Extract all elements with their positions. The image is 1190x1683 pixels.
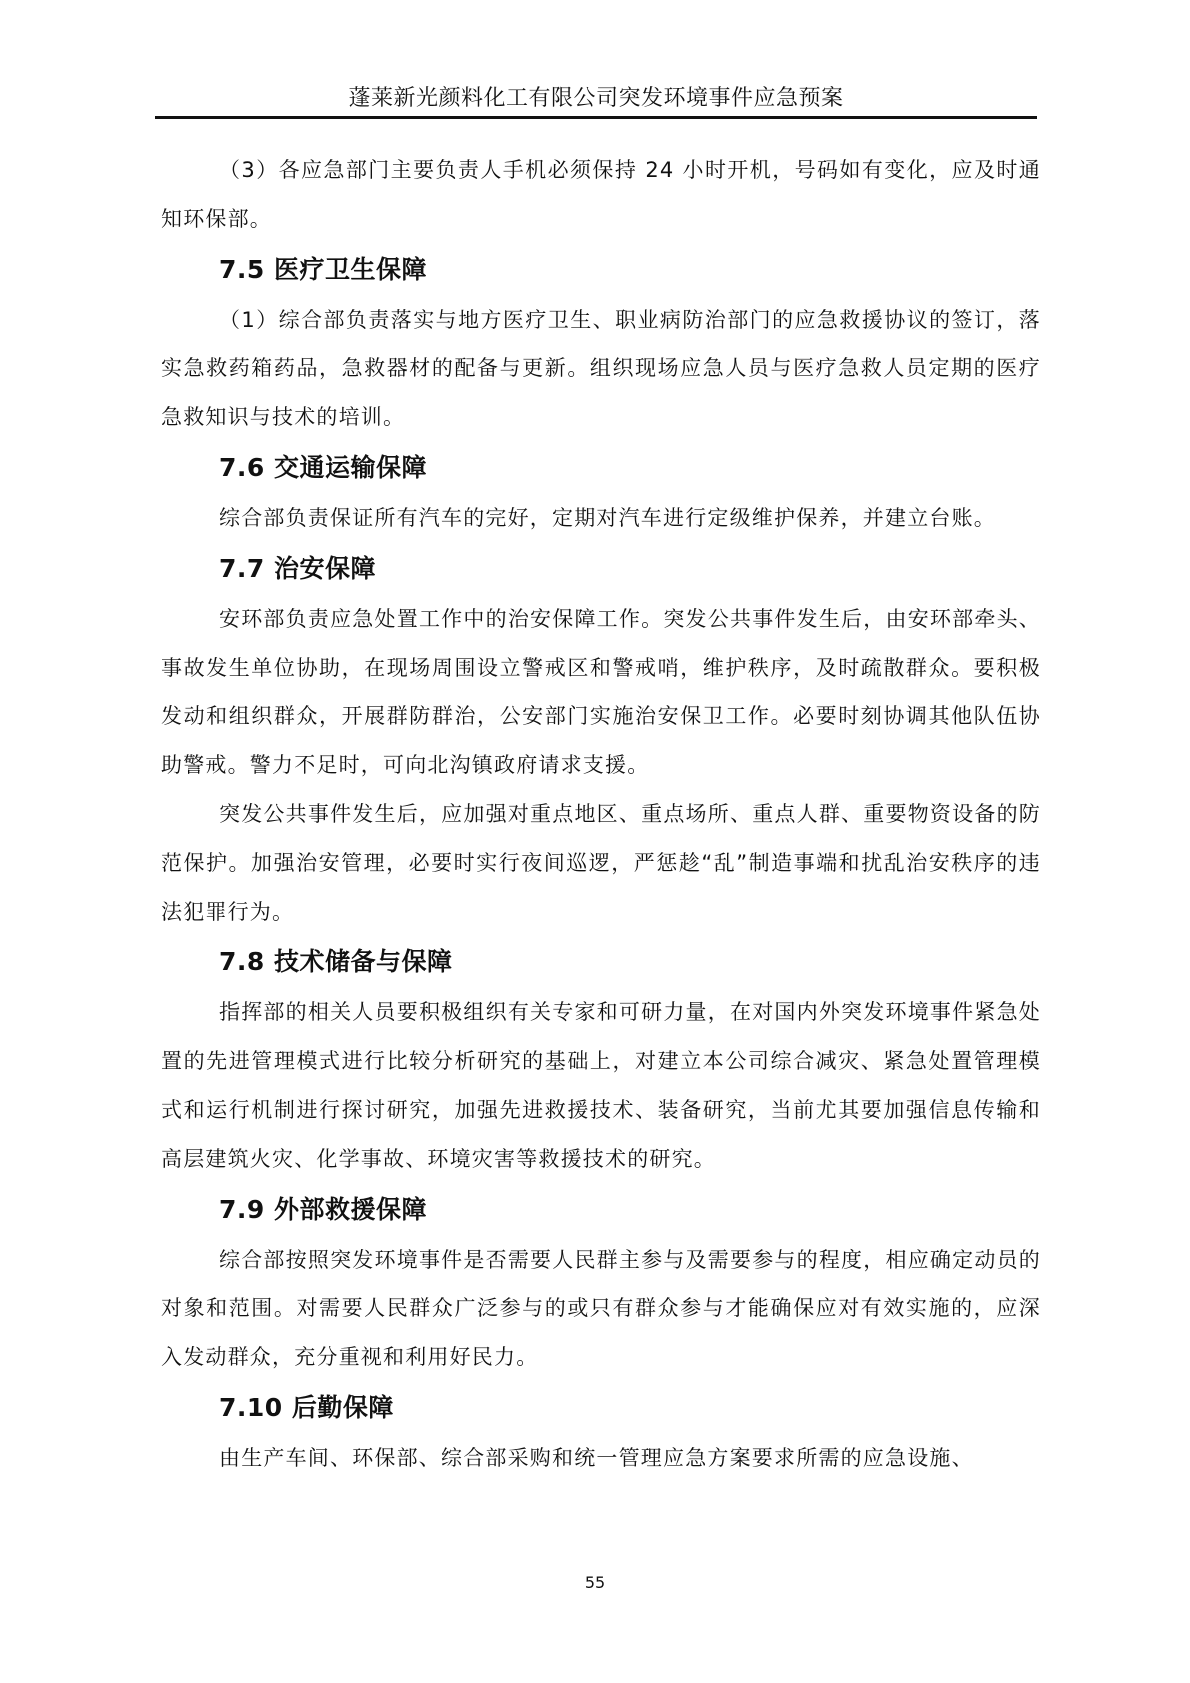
- section-heading-7-5: 7.5 医疗卫生保障: [219, 254, 427, 284]
- paragraph-security-support-2: 突发公共事件发生后，应加强对重点地区、重点场所、重点人群、重要物资设备的防范保护。加强治安管理，必要时实行夜间巡逻，严惩趁“乱”制造事端和扰乱治安秩序的违法犯罪行为。: [161, 801, 1041, 924]
- paragraph-logistics-support: 由生产车间、环保部、综合部采购和统一管理应急方案要求所需的应急设施、: [219, 1445, 974, 1470]
- paragraph-external-rescue: 综合部按照突发环境事件是否需要人民群主参与及需要参与的程度，相应确定动员的对象和范围。对需要人民群众广泛参与的或只有群众参与才能确保应对有效实施的，应深入发动群众，充分重视和利用好民力。: [161, 1247, 1041, 1370]
- paragraph-transport-support: 综合部负责保证所有汽车的完好，定期对汽车进行定级维护保养，并建立台账。: [219, 505, 996, 530]
- document-body: [161, 146, 1041, 1483]
- paragraph-phone-on-24h: （3）各应急部门主要负责人手机必须保持 24 小时开机，号码如有变化，应及时通知环保部。: [161, 158, 1041, 231]
- section-heading-7-10: 7.10 后勤保障: [219, 1392, 394, 1422]
- header-divider: [155, 116, 1037, 119]
- page-number: 55: [584, 1573, 606, 1592]
- section-heading-7-6: 7.6 交通运输保障: [219, 452, 427, 482]
- section-heading-7-7: 7.7 治安保障: [219, 553, 376, 583]
- paragraph-technical-reserve: 指挥部的相关人员要积极组织有关专家和可研力量，在对国内外突发环境事件紧急处置的先进管理模式进行比较分析研究的基础上，对建立本公司综合减灾、紧急处置管理模式和运行机制进行探讨研究，加强先进救援技术、装备研究，当前尤其要加强信息传输和高层建筑火灾、化学事故、环境灾害等救援技术的研究。: [161, 1000, 1041, 1171]
- paragraph-security-support-1: 安环部负责应急处置工作中的治安保障工作。突发公共事件发生后，由安环部牵头、事故发生单位协助，在现场周围设立警戒区和警戒哨，维护秩序，及时疏散群众。要积极发动和组织群众，开展群防群治，公安部门实施治安保卫工作。必要时刻协调其他队伍协助警戒。警力不足时，可向北沟镇政府请求支援。: [161, 606, 1041, 778]
- document-header-title: 蓬莱新光颜料化工有限公司突发环境事件应急预案: [348, 86, 844, 111]
- paragraph-medical-support: （1）综合部负责落实与地方医疗卫生、职业病防治部门的应急救援协议的签订，落实急救药箱药品，急救器材的配备与更新。组织现场应急人员与医疗急救人员定期的医疗急救知识与技术的培训。: [161, 307, 1041, 430]
- section-heading-7-8: 7.8 技术储备与保障: [219, 947, 453, 977]
- section-heading-7-9: 7.9 外部救援保障: [219, 1194, 427, 1224]
